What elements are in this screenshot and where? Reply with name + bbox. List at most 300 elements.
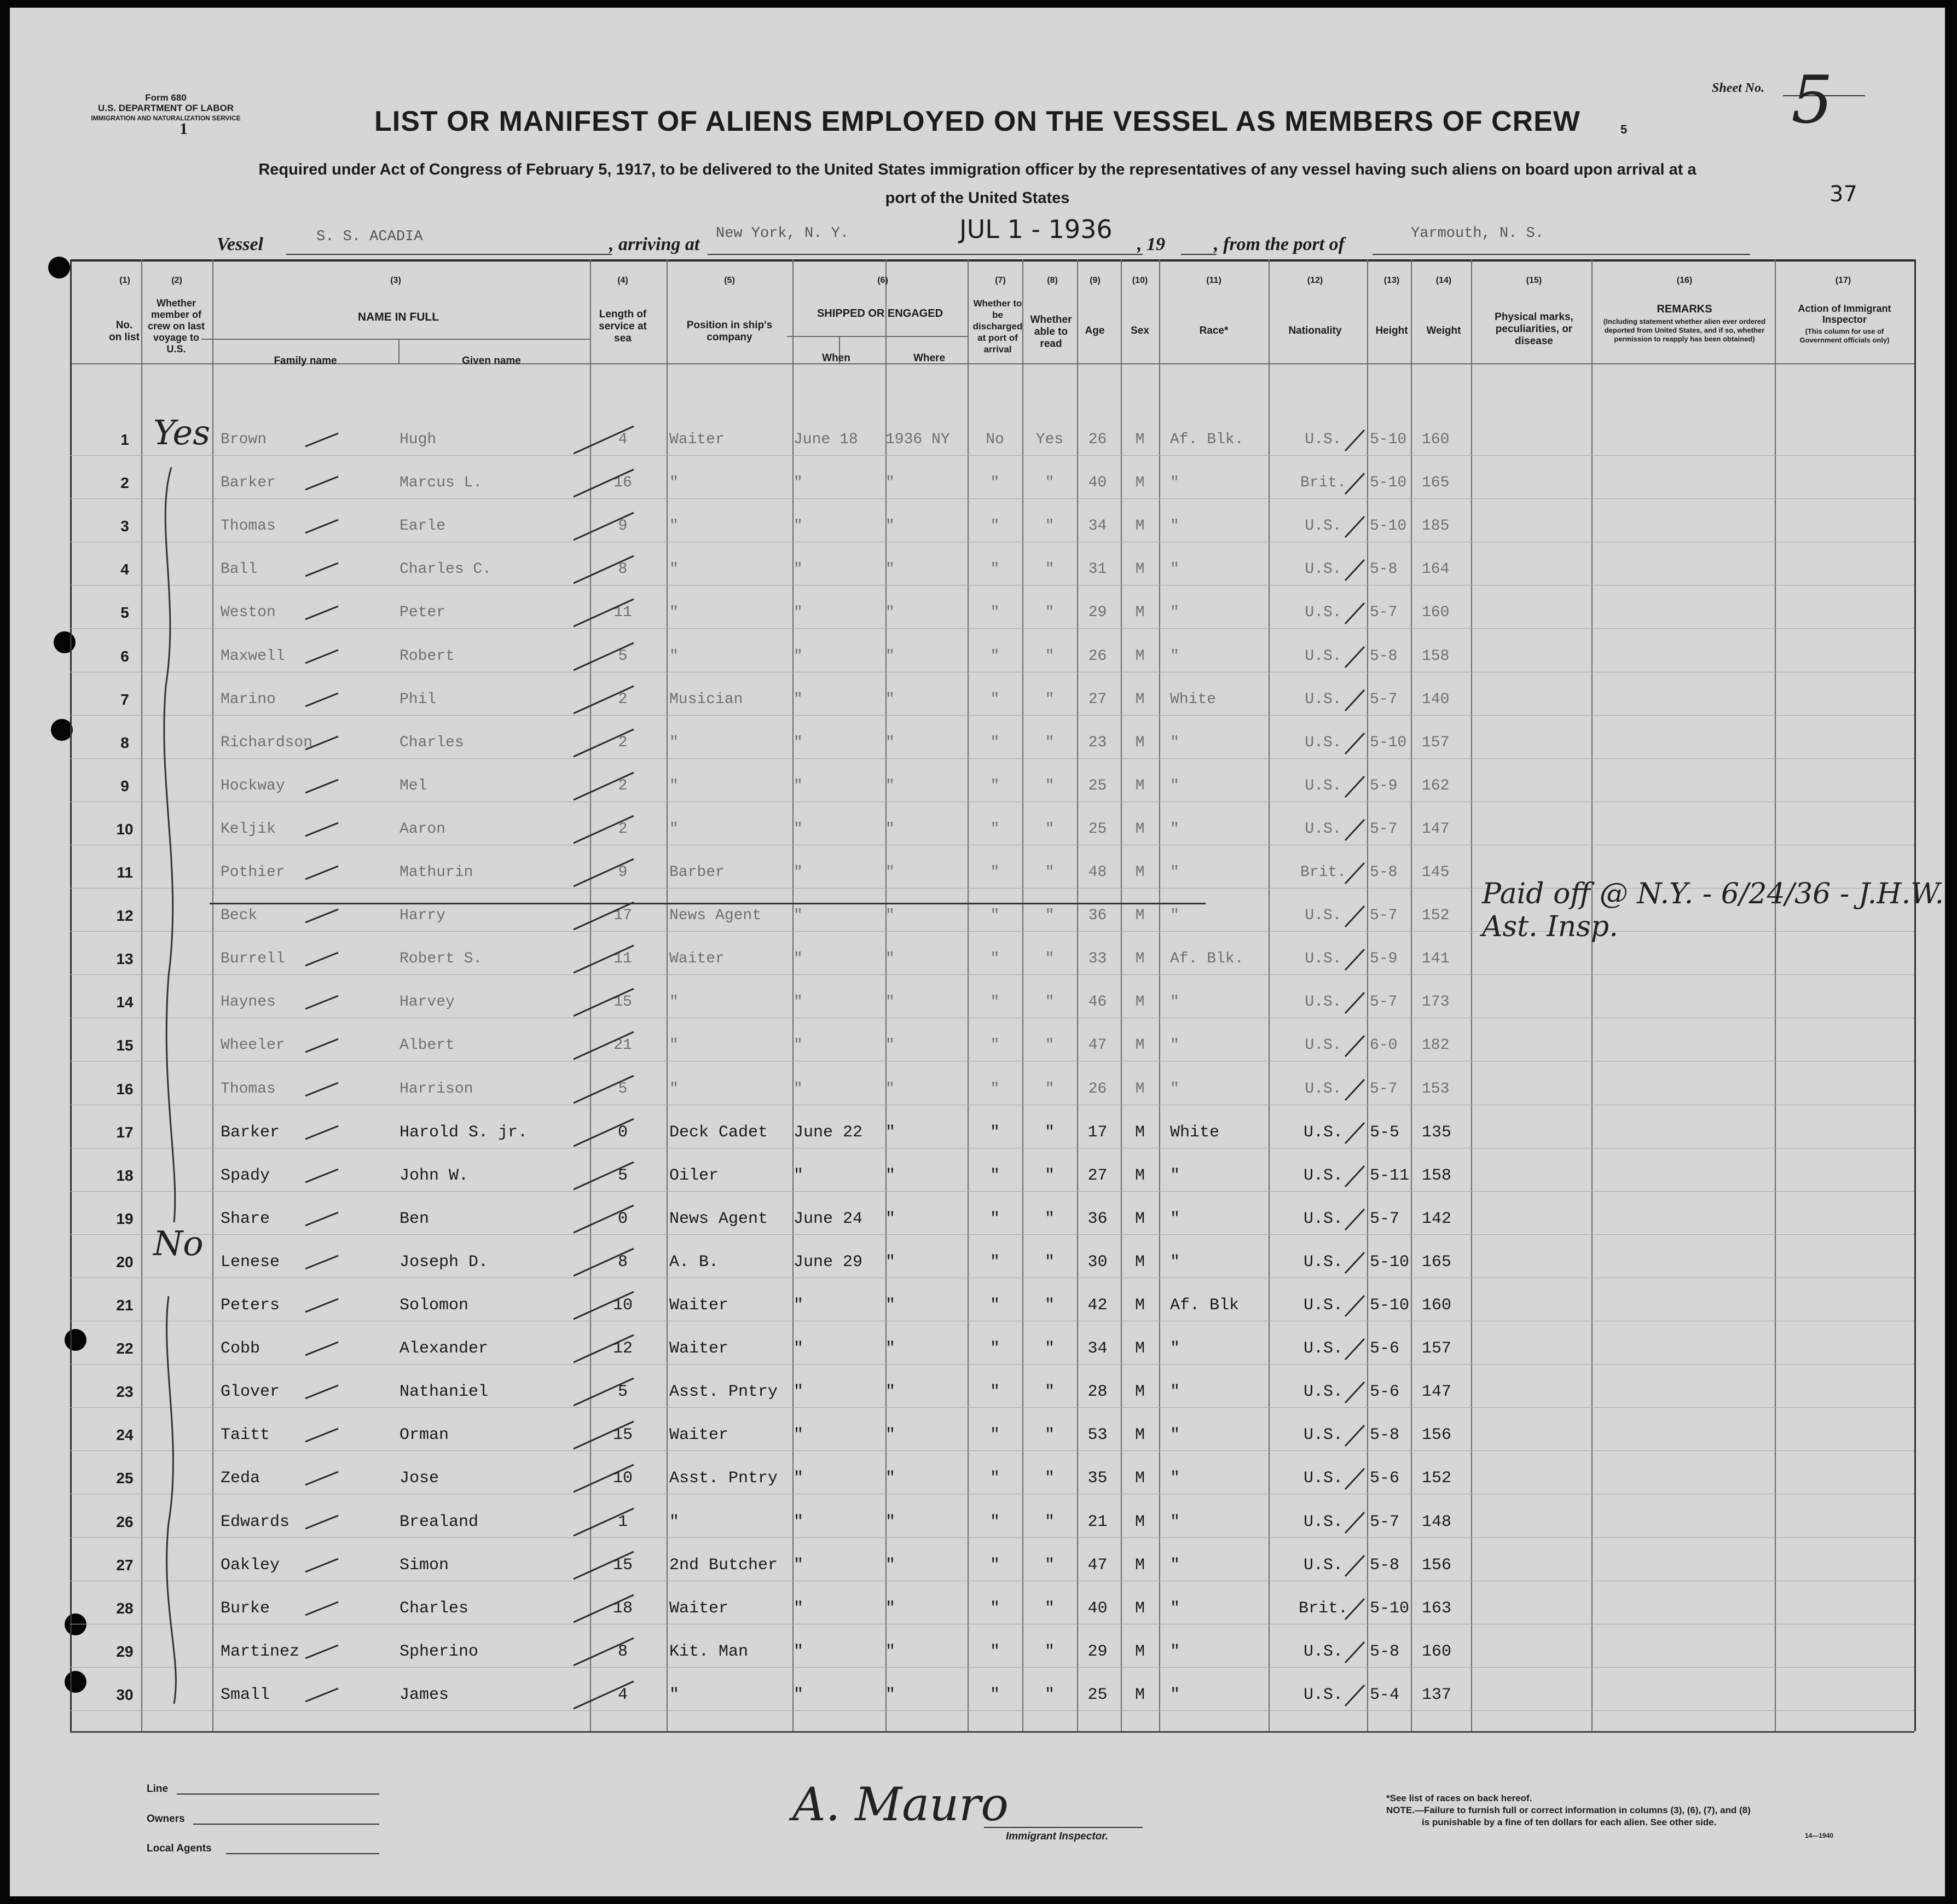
check-mark <box>305 909 338 922</box>
check-mark <box>1345 1382 1364 1403</box>
cell-nationality: U.S. <box>1305 1081 1342 1098</box>
check-marks <box>10 553 1945 586</box>
cell-position: Waiter <box>669 1599 729 1618</box>
cell-family: Beck <box>221 907 258 924</box>
cell-given: Simon <box>399 1556 449 1575</box>
cell-weight: 147 <box>1422 821 1450 838</box>
cell-where: " <box>885 950 895 967</box>
cell-read: " <box>1044 1166 1055 1185</box>
cell-sex: M <box>1134 1210 1145 1228</box>
date-stamp: JUL 1 - 1936 <box>959 214 1113 244</box>
col-16-subheader: (Including statement whether alien ever ordered deported from United States, and if so, whether permission to reapply has been obtained) <box>1603 317 1766 343</box>
col-1-header: No. on list <box>109 320 140 343</box>
cell-given: Mel <box>399 777 427 794</box>
check-marks <box>10 1159 1945 1192</box>
cell-position: News Agent <box>669 907 762 924</box>
check-marks <box>10 770 1945 803</box>
cell-given: Mathurin <box>399 864 473 881</box>
cell-height: 5-8 <box>1370 1642 1400 1661</box>
check-mark <box>1345 992 1364 1013</box>
cell-family: Brown <box>221 431 267 448</box>
cell-discharged: " <box>990 1081 1000 1098</box>
cell-sex: M <box>1134 1469 1145 1488</box>
cell-given: Charles C. <box>399 561 492 578</box>
owners-underline <box>193 1824 379 1825</box>
check-mark <box>1345 1079 1364 1100</box>
cell-nationality: U.S. <box>1305 561 1342 578</box>
cell-length: 17 <box>613 907 632 924</box>
cell-position: A. B. <box>669 1253 719 1272</box>
check-mark <box>1345 1642 1364 1663</box>
cell-position: Oiler <box>669 1166 719 1185</box>
cell-when: " <box>794 907 803 924</box>
cell-when: " <box>794 1599 804 1618</box>
check-mark <box>574 989 634 1016</box>
col-14-header: Weight <box>1426 325 1461 336</box>
cell-no: 5 <box>120 604 129 621</box>
cell-where: " <box>885 1253 896 1272</box>
check-mark <box>1345 690 1364 711</box>
cell-read: " <box>1045 907 1055 924</box>
cell-race: " <box>1170 1037 1179 1054</box>
cell-where: " <box>885 1642 896 1661</box>
cell-age: 27 <box>1088 691 1107 708</box>
cell-sex: M <box>1134 1513 1145 1531</box>
cell-weight: 158 <box>1422 648 1450 665</box>
cell-nationality: U.S. <box>1305 604 1342 621</box>
cell-discharged: " <box>989 1253 1000 1272</box>
cell-age: 35 <box>1087 1469 1108 1488</box>
cell-family: Thomas <box>221 1081 276 1098</box>
cell-length: 8 <box>617 1253 628 1272</box>
cell-when: " <box>794 604 803 621</box>
check-mark <box>305 477 338 490</box>
cell-given: Orman <box>399 1426 449 1444</box>
cell-read: " <box>1045 864 1055 881</box>
cell-nationality: Brit. <box>1300 474 1346 491</box>
cell-discharged: " <box>990 691 1000 708</box>
cell-no: 13 <box>116 950 134 967</box>
cell-weight: 148 <box>1422 1513 1452 1531</box>
paid-off-note: Paid off @ N.Y. - 6/24/36 - J.H.W. Ast. Insp. <box>1482 878 1944 943</box>
cell-when: " <box>794 474 803 491</box>
inspector-signature: A. Mauro <box>792 1778 1009 1831</box>
col-15-num: (15) <box>1526 276 1542 285</box>
cell-family: Keljik <box>221 821 276 838</box>
cell-length: 9 <box>618 518 628 535</box>
cell-race: " <box>1170 1383 1180 1401</box>
cell-sex: M <box>1135 1037 1145 1054</box>
cell-sex: M <box>1134 1166 1145 1185</box>
check-mark <box>305 823 338 836</box>
cell-position: " <box>669 1513 680 1531</box>
cell-weight: 163 <box>1422 1599 1452 1618</box>
col-10-header: Sex <box>1131 325 1149 336</box>
cell-weight: 141 <box>1422 950 1450 967</box>
cell-given: Marcus L. <box>399 474 483 491</box>
side-mark: 1 <box>180 120 188 138</box>
col-9-num: (9) <box>1090 276 1101 285</box>
check-mark <box>305 1602 338 1615</box>
cell-where: " <box>885 561 895 578</box>
check-mark <box>305 1385 338 1398</box>
check-mark <box>1345 1339 1364 1360</box>
cell-sex: M <box>1135 518 1145 535</box>
cell-where: " <box>885 1210 896 1228</box>
cell-height: 5-8 <box>1370 864 1398 881</box>
cell-no: 6 <box>120 648 129 665</box>
cell-given: Aaron <box>399 821 446 838</box>
check-mark <box>574 773 634 800</box>
cell-read: " <box>1045 777 1055 794</box>
check-mark <box>1345 863 1364 884</box>
check-mark <box>305 1472 338 1485</box>
cell-sex: M <box>1134 1686 1145 1704</box>
cell-length: 0 <box>617 1210 628 1228</box>
cell-height: 5-7 <box>1370 1210 1400 1228</box>
cell-no: 17 <box>116 1124 134 1141</box>
check-marks <box>10 640 1945 673</box>
cell-nationality: U.S. <box>1303 1686 1343 1704</box>
form-code: 14—1940 <box>1805 1832 1834 1839</box>
cell-when: " <box>794 994 803 1011</box>
cell-no: 26 <box>116 1513 134 1530</box>
form-department: U.S. DEPARTMENT OF LABOR <box>97 103 234 113</box>
cell-family: Ball <box>221 561 258 578</box>
check-mark <box>574 902 634 930</box>
col-17-subheader: (This column for use of Government officials only) <box>1799 327 1890 344</box>
cell-nationality: U.S. <box>1305 950 1342 967</box>
cell-length: 15 <box>612 1426 633 1444</box>
cell-weight: 165 <box>1422 1253 1452 1272</box>
check-mark <box>1345 1599 1364 1619</box>
check-mark <box>305 1169 338 1182</box>
cell-given: Robert S. <box>399 950 483 967</box>
cell-age: 34 <box>1087 1339 1108 1358</box>
cell-race: " <box>1170 734 1179 751</box>
check-mark <box>574 1465 634 1492</box>
col-3-given-header: Given name <box>462 355 521 367</box>
cell-height: 5-10 <box>1370 1253 1410 1272</box>
subtitle-line-2: port of the United States <box>885 189 1070 207</box>
cell-length: 5 <box>617 1166 628 1185</box>
check-mark <box>1345 1425 1364 1446</box>
cell-sex: M <box>1135 604 1145 621</box>
ditto-brackets <box>141 456 201 1715</box>
cell-when: " <box>794 1166 804 1185</box>
col-9-header: Age <box>1085 325 1105 336</box>
check-mark <box>1345 949 1364 970</box>
cell-weight: 156 <box>1422 1426 1452 1444</box>
check-mark <box>305 1645 338 1658</box>
check-mark <box>1345 820 1364 840</box>
check-mark <box>305 563 338 576</box>
cell-family: Oakley <box>221 1556 280 1575</box>
check-mark <box>305 1516 338 1529</box>
cell-family: Edwards <box>221 1513 290 1531</box>
cell-where: " <box>885 1296 896 1315</box>
cell-discharged: " <box>989 1339 1000 1358</box>
cell-race: " <box>1170 1686 1180 1704</box>
from-port-underline <box>1373 254 1750 255</box>
punch-hole <box>48 257 70 278</box>
cell-position: " <box>669 1037 679 1054</box>
col-3-header: NAME IN FULL <box>357 311 439 323</box>
col-7-header: Whether to be discharged at port of arrival <box>972 298 1023 355</box>
cell-family: Spady <box>221 1166 270 1185</box>
col-6-header: SHIPPED OR ENGAGED <box>817 307 943 320</box>
cell-where: " <box>885 1339 896 1358</box>
cell-age: 26 <box>1088 431 1107 448</box>
cell-family: Lenese <box>221 1253 280 1272</box>
cell-sex: M <box>1135 907 1145 924</box>
cell-length: 15 <box>612 1556 633 1575</box>
cell-discharged: " <box>989 1123 1000 1142</box>
cell-nationality: Brit. <box>1300 864 1346 881</box>
col-3-family-header: Family name <box>274 355 337 367</box>
cell-where: " <box>885 1599 896 1618</box>
col-17-header: Action of Immigrant Inspector <box>1798 303 1891 325</box>
check-marks <box>10 1462 1945 1495</box>
cell-sex: M <box>1134 1296 1145 1315</box>
cell-no: 10 <box>116 821 134 838</box>
cell-read: " <box>1044 1686 1055 1704</box>
cell-age: 28 <box>1087 1383 1108 1401</box>
cell-position: Asst. Pntry <box>669 1383 778 1401</box>
cell-nationality: U.S. <box>1303 1469 1343 1488</box>
cell-race: White <box>1170 691 1217 708</box>
cell-weight: 160 <box>1422 1296 1452 1315</box>
cell-when: " <box>794 864 803 881</box>
check-mark <box>574 556 634 583</box>
check-mark <box>574 1292 634 1319</box>
cell-when: " <box>794 1383 804 1401</box>
col-5-header: Position in ship's company <box>686 320 773 343</box>
check-mark <box>574 1421 634 1449</box>
cell-race: " <box>1170 1081 1179 1098</box>
cell-age: 36 <box>1088 907 1107 924</box>
cell-where: " <box>885 821 895 838</box>
check-mark <box>574 426 634 454</box>
arriving-label: , arriving at <box>609 234 700 254</box>
cell-position: Waiter <box>669 1339 729 1358</box>
cell-position: " <box>669 821 679 838</box>
cell-when: " <box>794 821 803 838</box>
check-marks <box>10 1419 1945 1452</box>
cell-family: Share <box>221 1210 270 1228</box>
check-mark <box>574 513 634 540</box>
cell-height: 5-8 <box>1370 561 1398 578</box>
inspector-label: Immigrant Inspector. <box>1006 1831 1108 1842</box>
cell-age: 47 <box>1088 1037 1107 1054</box>
cell-age: 40 <box>1087 1599 1108 1618</box>
cell-nationality: U.S. <box>1305 1037 1342 1054</box>
cell-length: 5 <box>617 1383 628 1401</box>
cell-position: " <box>669 1686 680 1704</box>
cell-when: June 18 <box>794 431 858 448</box>
check-mark <box>1345 776 1364 797</box>
cell-position: Waiter <box>669 431 725 448</box>
strike-through-line <box>210 903 1206 904</box>
cell-given: Joseph D. <box>399 1253 489 1272</box>
cell-read: " <box>1044 1339 1055 1358</box>
cell-nationality: U.S. <box>1303 1253 1343 1272</box>
cell-age: 25 <box>1087 1686 1108 1704</box>
cell-family: Thomas <box>221 518 276 535</box>
cell-given: Peter <box>399 604 446 621</box>
cell-where: " <box>885 1383 896 1401</box>
cell-given: Phil <box>399 691 437 708</box>
cell-age: 26 <box>1088 648 1107 665</box>
cell-height: 5-10 <box>1370 1599 1410 1618</box>
cell-where: " <box>885 1081 895 1098</box>
from-port: Yarmouth, N. S. <box>1411 225 1544 242</box>
cell-length: 2 <box>618 734 628 751</box>
cell-family: Haynes <box>221 994 276 1011</box>
cell-sex: M <box>1135 1081 1145 1098</box>
check-mark <box>305 1083 338 1096</box>
cell-family: Martinez <box>221 1642 300 1661</box>
cell-weight: 153 <box>1422 1081 1450 1098</box>
cell-length: 10 <box>612 1296 633 1315</box>
cell-position: " <box>669 1081 679 1098</box>
cell-when: " <box>794 648 803 665</box>
cell-where: " <box>885 994 895 1011</box>
cell-weight: 145 <box>1422 864 1450 881</box>
check-marks <box>10 986 1945 1019</box>
cell-sex: M <box>1135 474 1145 491</box>
cell-height: 5-7 <box>1370 604 1398 621</box>
cell-no: 19 <box>116 1210 134 1227</box>
check-mark <box>574 1076 634 1103</box>
check-marks <box>10 1592 1945 1625</box>
check-mark <box>305 1688 338 1702</box>
cell-discharged: No <box>986 431 1004 448</box>
cell-family: Richardson <box>221 734 313 751</box>
cell-family: Burrell <box>221 950 285 967</box>
check-marks <box>10 1549 1945 1582</box>
cell-given: Hugh <box>399 431 437 448</box>
cell-height: 5-7 <box>1370 691 1398 708</box>
cell-where: " <box>885 691 895 708</box>
cell-read: " <box>1044 1123 1055 1142</box>
cell-age: 23 <box>1088 734 1107 751</box>
check-mark <box>574 599 634 626</box>
cell-when: " <box>794 1469 804 1488</box>
cell-where: " <box>885 734 895 751</box>
col-8-num: (8) <box>1047 276 1058 285</box>
cell-when: " <box>794 1513 804 1531</box>
check-mark <box>305 1256 338 1269</box>
cell-height: 5-5 <box>1370 1123 1400 1142</box>
check-marks <box>10 423 1945 456</box>
col-2-num: (2) <box>171 276 182 285</box>
col-7-num: (7) <box>995 276 1006 285</box>
cell-when: " <box>794 1642 804 1661</box>
check-mark <box>574 1595 634 1622</box>
cell-when: " <box>794 1339 804 1358</box>
cell-weight: 142 <box>1422 1210 1452 1228</box>
cell-race: " <box>1170 1426 1180 1444</box>
cell-age: 33 <box>1088 950 1107 967</box>
cell-when: " <box>794 1686 804 1704</box>
cell-given: Alexander <box>399 1339 489 1358</box>
cell-family: Hockway <box>221 777 285 794</box>
cell-no: 27 <box>116 1557 134 1574</box>
cell-sex: M <box>1135 734 1145 751</box>
cell-race: " <box>1170 777 1179 794</box>
cell-given: Charles <box>399 1599 469 1618</box>
check-mark <box>574 945 634 973</box>
cell-read: " <box>1044 1642 1055 1661</box>
cell-age: 46 <box>1088 994 1107 1011</box>
cell-no: 9 <box>120 777 129 794</box>
cell-length: 18 <box>612 1599 633 1618</box>
local-agents-label: Local Agents <box>147 1843 212 1854</box>
cell-nationality: U.S. <box>1303 1339 1343 1358</box>
cell-nationality: Brit. <box>1298 1599 1348 1618</box>
cell-weight: 140 <box>1422 691 1450 708</box>
cell-height: 5-10 <box>1370 474 1407 491</box>
check-mark <box>305 433 338 446</box>
cell-sex: M <box>1134 1426 1145 1444</box>
vessel-underline <box>286 254 612 255</box>
check-mark <box>574 859 634 886</box>
vessel-name: S. S. ACADIA <box>316 229 423 245</box>
cell-discharged: " <box>989 1642 1000 1661</box>
cell-position: " <box>669 561 679 578</box>
cell-weight: 152 <box>1422 907 1450 924</box>
cell-discharged: " <box>989 1513 1000 1531</box>
cell-race: Af. Blk. <box>1170 950 1244 967</box>
check-mark <box>574 1681 634 1709</box>
table-bottom-border <box>70 1731 1914 1733</box>
cell-when: " <box>794 1556 804 1575</box>
cell-nationality: U.S. <box>1305 648 1342 665</box>
cell-nationality: U.S. <box>1303 1123 1343 1142</box>
col-13-num: (13) <box>1383 276 1400 285</box>
cell-read: " <box>1045 518 1055 535</box>
col-6-when-header: When <box>822 352 850 364</box>
cell-no: 30 <box>116 1686 134 1703</box>
check-marks <box>10 943 1945 976</box>
check-mark <box>305 606 338 619</box>
check-mark <box>574 1638 634 1665</box>
cell-race: " <box>1170 821 1179 838</box>
cell-race: " <box>1170 1513 1180 1531</box>
cell-height: 5-6 <box>1370 1339 1400 1358</box>
cell-family: Pothier <box>221 864 285 881</box>
check-mark <box>305 1559 338 1572</box>
check-marks <box>10 1116 1945 1149</box>
cell-where: " <box>885 1166 896 1185</box>
cell-no: 3 <box>120 518 129 535</box>
check-marks <box>10 1029 1945 1062</box>
cell-when: " <box>794 1296 804 1315</box>
voyage-no-note: No <box>153 1223 204 1263</box>
col-14-num: (14) <box>1435 276 1452 285</box>
cell-nationality: U.S. <box>1303 1383 1343 1401</box>
check-marks <box>10 1679 1945 1711</box>
check-mark <box>305 1299 338 1312</box>
check-mark <box>305 1039 338 1052</box>
cell-when: " <box>794 691 803 708</box>
cell-family: Glover <box>221 1383 280 1401</box>
cell-no: 22 <box>116 1340 134 1357</box>
col-11-num: (11) <box>1206 276 1221 285</box>
cell-height: 5-7 <box>1370 1513 1400 1531</box>
cell-position: Waiter <box>669 950 725 967</box>
